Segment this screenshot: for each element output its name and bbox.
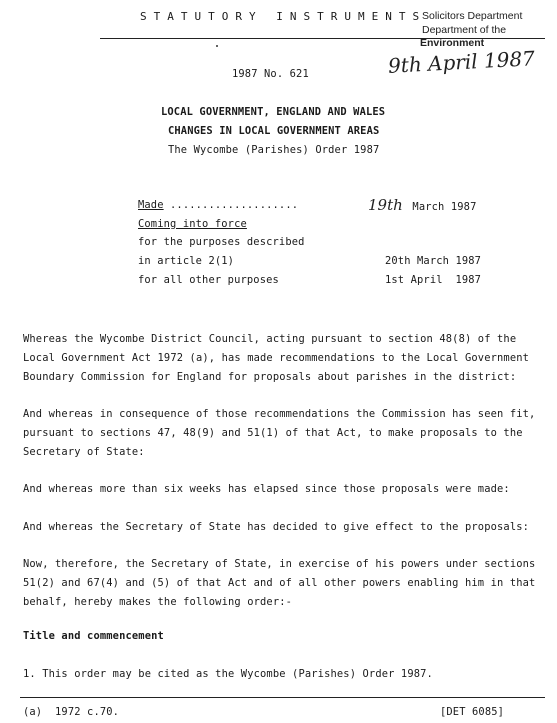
made-date-handwritten: 19th xyxy=(368,196,403,214)
made-label: Made xyxy=(138,199,164,211)
dot-mark xyxy=(216,45,218,47)
other-purposes-date: 1st April 1987 xyxy=(385,274,482,286)
purposes-line-1: for the purposes described xyxy=(138,236,305,248)
recital-1: Whereas the Wycombe District Council, acting pursuant to section 48(8) of the Local Government Act 1972 (a), has made recommendations to the Local Government Boundary Commission for England for proposals about parishes in the district: xyxy=(23,333,530,383)
heading-local-government: LOCAL GOVERNMENT, ENGLAND AND WALES xyxy=(161,106,386,118)
footnote: (a) 1972 c.70. xyxy=(23,706,120,718)
order-title: The Wycombe (Parishes) Order 1987 xyxy=(168,144,380,156)
made-dots: .................... xyxy=(170,199,299,211)
section-heading: Title and commencement xyxy=(23,630,164,642)
article-1 xyxy=(23,668,433,680)
made-date xyxy=(368,195,476,214)
purposes-date: 20th March 1987 xyxy=(385,255,482,267)
heading-changes: CHANGES IN LOCAL GOVERNMENT AREAS xyxy=(168,125,380,137)
stamp-line-1: Solicitors Department xyxy=(422,10,523,22)
recital-3: And whereas more than six weeks has elapsed since those proposals were made: xyxy=(23,483,510,495)
made-date-typed: March 1987 xyxy=(412,201,477,213)
article-1-number: 1. xyxy=(23,668,36,680)
handwritten-date: 9th April 1987 xyxy=(387,46,536,78)
stamp-line-3: Environment xyxy=(420,37,485,49)
footer-rule xyxy=(20,697,545,698)
document-reference: [DET 6085] xyxy=(440,706,505,718)
recital-2: And whereas in consequence of those recommendations the Commission has seen fit, pursuant to sections 47, 48(9) and 51(1) of that Act, to make proposals to the Secretary of State: xyxy=(23,408,536,458)
recital-4: And whereas the Secretary of State has decided to give effect to the proposals: xyxy=(23,521,530,533)
coming-into-force-label: Coming into force xyxy=(138,218,247,230)
other-purposes-label: for all other purposes xyxy=(138,274,279,286)
purposes-line-2: in article 2(1) xyxy=(138,255,235,267)
instrument-number: 1987 No. 621 xyxy=(232,68,309,80)
article-1-text: This order may be cited as the Wycombe (Parishes) Order 1987. xyxy=(42,668,433,680)
stamp-line-2: Department of the xyxy=(422,24,507,36)
made-row xyxy=(138,199,298,211)
series-title: STATUTORY INSTRUMENTS xyxy=(140,10,427,23)
enacting-formula: Now, therefore, the Secretary of State, in exercise of his powers under sections 51(2) and 67(4) and (5) of that Act and of all other powers enabling him in that behalf, hereby makes the following order:- xyxy=(23,558,536,608)
